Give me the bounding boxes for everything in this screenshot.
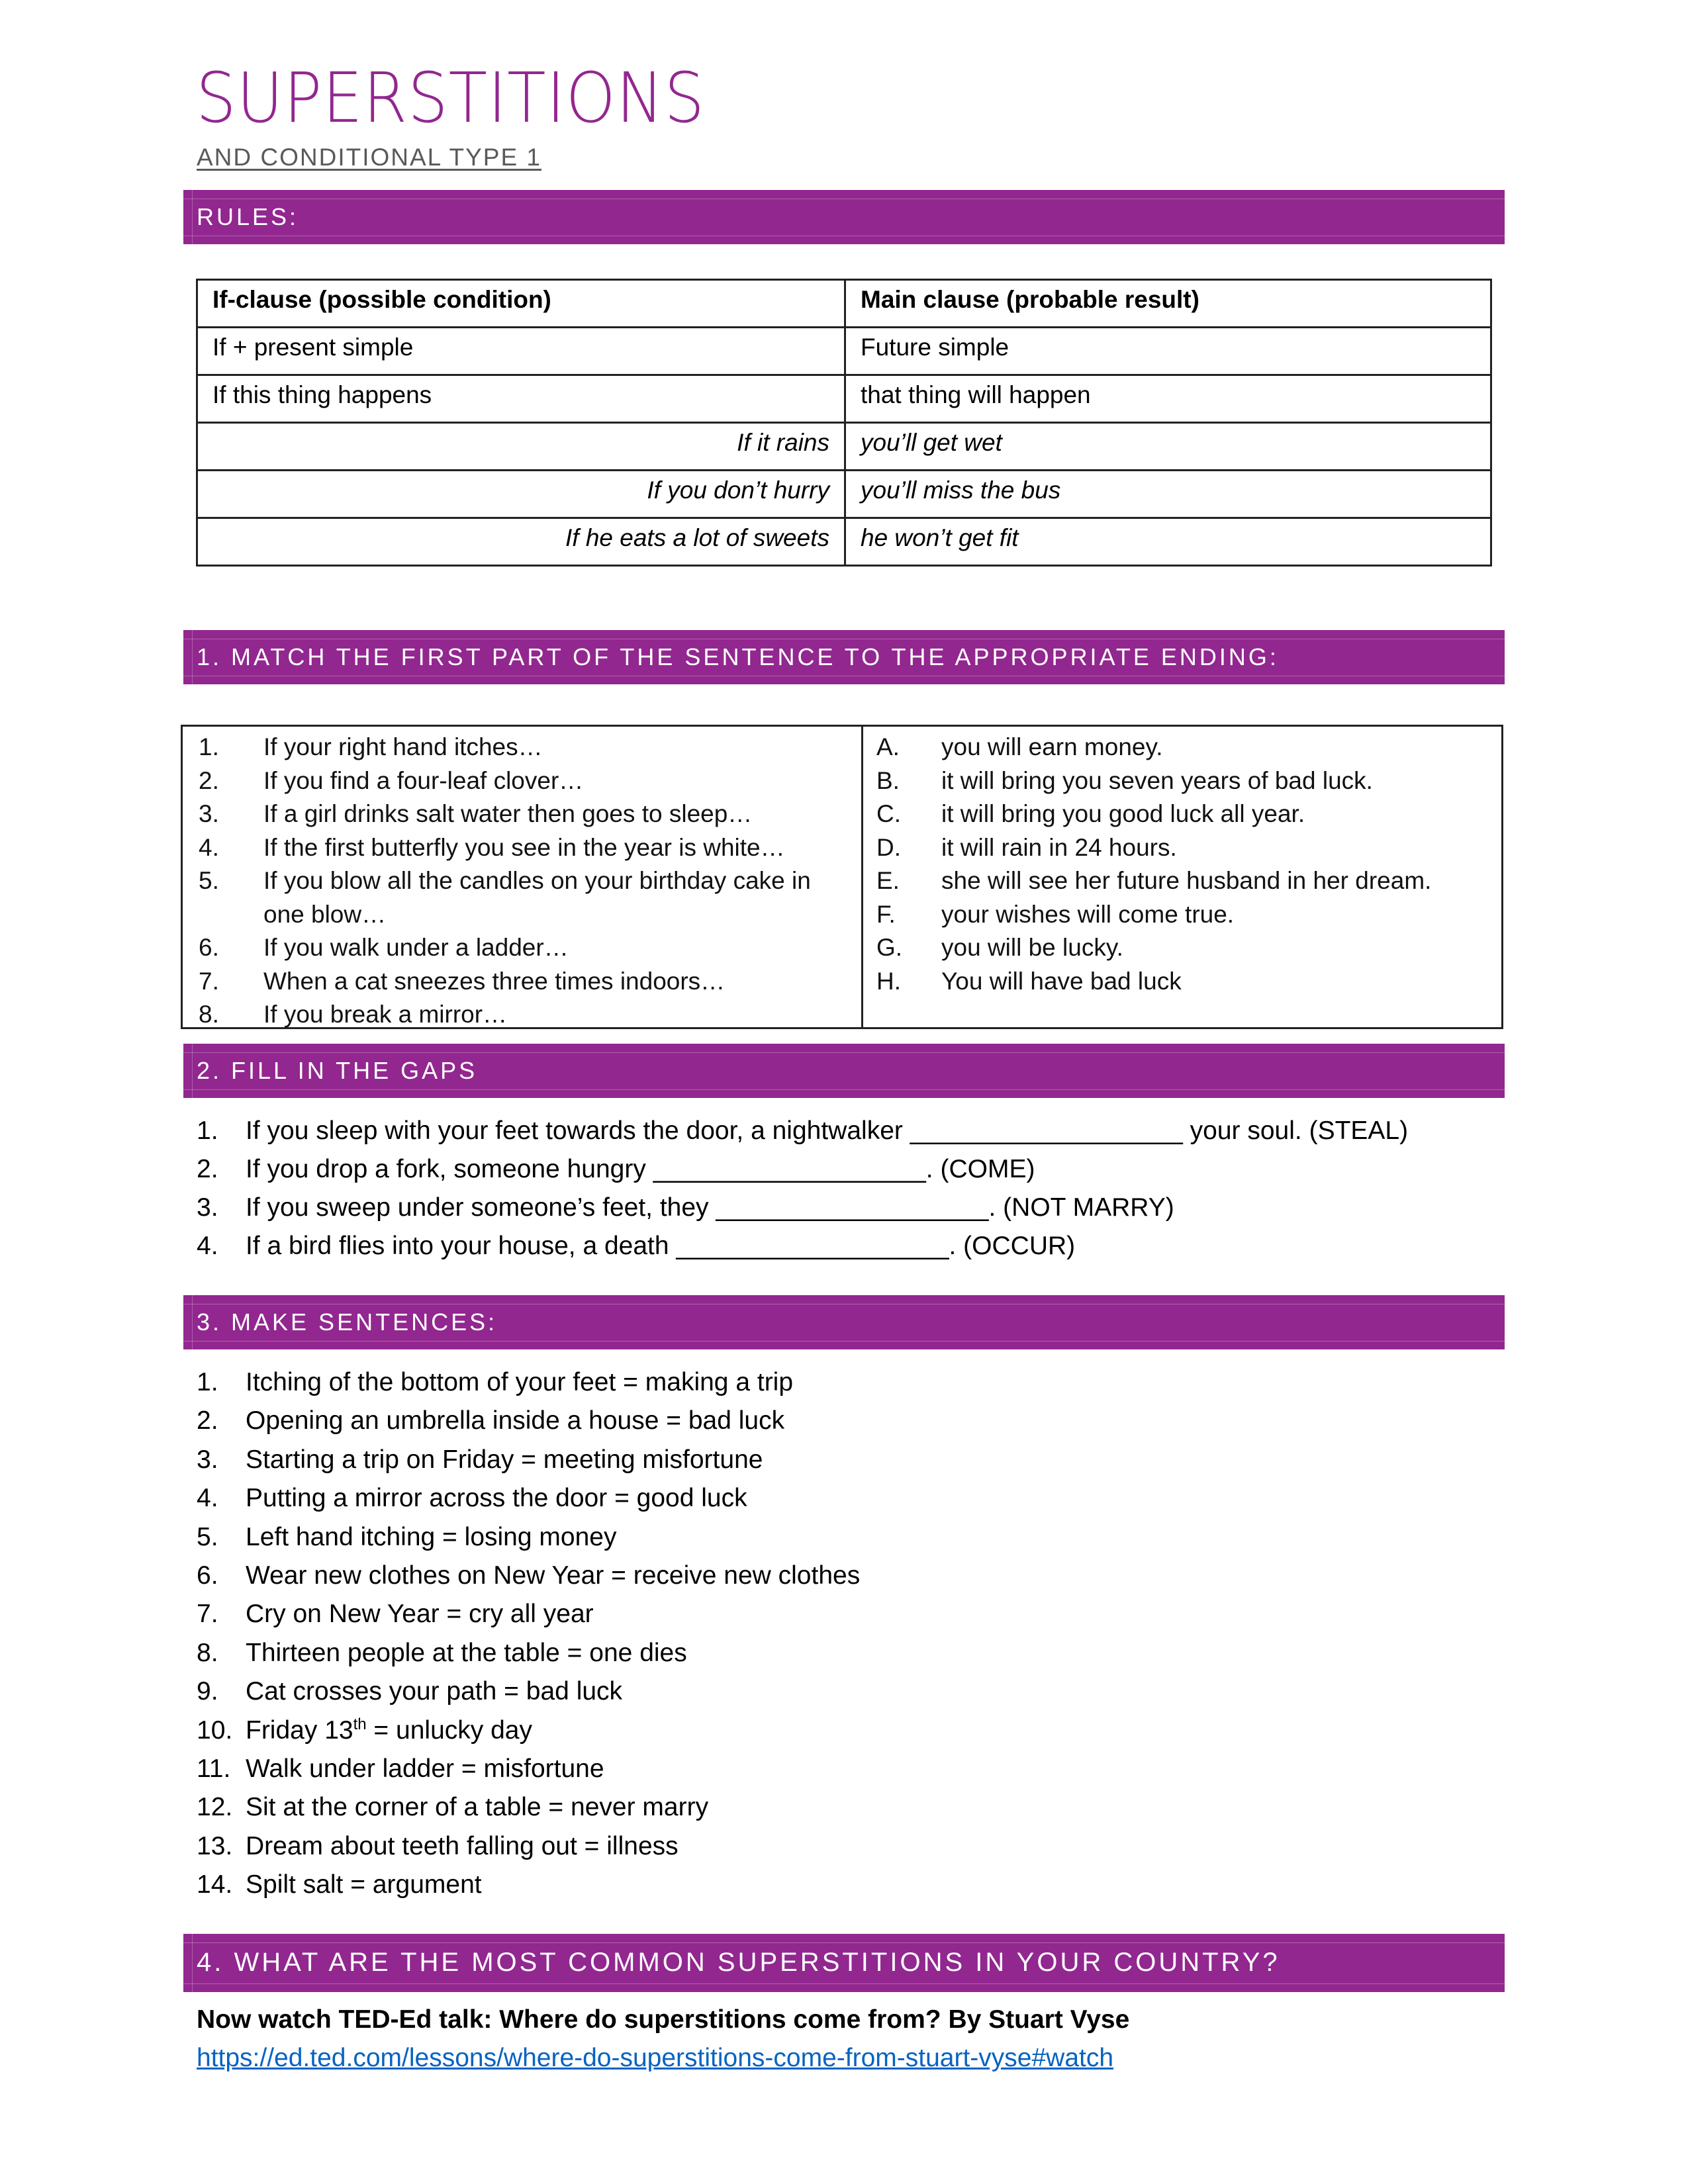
make-sentences-list (197, 1363, 860, 1905)
list-item (197, 1150, 1408, 1189)
item-text: Left hand itching = losing money (246, 1522, 617, 1551)
item-text: Dream about teeth falling out = illness (246, 1831, 679, 1860)
item-number: 2. (197, 1155, 218, 1183)
item-text: it will rain in 24 hours. (941, 833, 1177, 861)
if-cell: If you don’t hurry (197, 471, 845, 518)
sentence-endings-list (876, 731, 1492, 998)
list-item (197, 1672, 860, 1711)
rules-table (196, 279, 1492, 567)
table-row (197, 518, 1491, 566)
main-cell: he won’t get fit (845, 518, 1491, 566)
table-row (197, 471, 1491, 518)
item-text: Walk under ladder = misfortune (246, 1754, 604, 1784)
list-item (197, 1827, 860, 1866)
list-item (197, 1788, 860, 1827)
item-letter: E. (876, 867, 900, 894)
list-item (199, 831, 854, 865)
list-item (199, 931, 854, 965)
page-subtitle: AND CONDITIONAL TYPE 1 (197, 144, 541, 171)
item-number: 4. (197, 1232, 218, 1260)
list-item (876, 731, 1492, 764)
list-item (876, 764, 1492, 798)
list-item (197, 1634, 860, 1672)
blank-field[interactable]: ___________________ (676, 1232, 949, 1260)
item-number: 1. (197, 1368, 218, 1396)
section-header-discussion (183, 1934, 1505, 1992)
list-item (199, 764, 854, 798)
sentence-start: If you sleep with your feet towards the door, a nightwalker (246, 1116, 910, 1145)
sentence-end: . (COME) (925, 1155, 1035, 1183)
item-number: 3. (197, 1193, 218, 1222)
item-number: 3. (197, 1445, 218, 1474)
main-cell: you’ll get wet (845, 423, 1491, 471)
item-text: If you walk under a ladder… (263, 934, 569, 961)
section-heading: 1. MATCH THE FIRST PART OF THE SENTENCE TO THE APPROPRIATE ENDING: (197, 643, 1279, 670)
item-number: 6. (197, 1561, 218, 1590)
column-header-if-clause: If-clause (possible condition) (197, 280, 845, 328)
if-cell: If he eats a lot of sweets (197, 518, 845, 566)
item-letter: G. (876, 934, 903, 961)
item-number: 2. (197, 1406, 218, 1435)
main-cell: you’ll miss the bus (845, 471, 1491, 518)
ted-talk-link[interactable]: https://ed.ted.com/lessons/where-do-superstitions-come-from-stuart-vyse#watch (197, 2044, 1114, 2072)
item-letter: F. (876, 900, 896, 928)
item-letter: H. (876, 967, 901, 995)
item-number: 7. (199, 967, 219, 995)
item-text: If your right hand itches… (263, 733, 543, 760)
item-text: When a cat sneezes three times indoors… (263, 967, 726, 995)
item-number: 7. (197, 1600, 218, 1629)
item-text: you will earn money. (941, 733, 1163, 760)
sentence-start: If you sweep under someone’s feet, they (246, 1193, 716, 1222)
page-title: SUPERSTITIONS (196, 58, 706, 138)
list-item (197, 1711, 860, 1750)
list-item (876, 898, 1492, 932)
item-number: 5. (197, 1522, 218, 1551)
section-heading: 3. MAKE SENTENCES: (197, 1308, 498, 1336)
item-number: 12. (197, 1793, 233, 1822)
item-letter: C. (876, 800, 901, 827)
item-text: Sit at the corner of a table = never marry (246, 1793, 709, 1822)
section-heading: 2. FILL IN THE GAPS (197, 1057, 478, 1084)
section-heading: 4. WHAT ARE THE MOST COMMON SUPERSTITIONS IN YOUR COUNTRY? (197, 1948, 1280, 1977)
list-item (876, 831, 1492, 865)
list-item (876, 864, 1492, 898)
list-item (876, 965, 1492, 999)
sentence-end: . (NOT MARRY) (988, 1193, 1174, 1222)
item-text: Cat crosses your path = bad luck (246, 1677, 623, 1706)
list-item (197, 1518, 860, 1557)
sentence-end: your soul. (STEAL) (1182, 1116, 1409, 1145)
item-text: If you blow all the candles on your birthday cake in one blow… (263, 867, 811, 928)
table-row (197, 375, 1491, 423)
blank-field[interactable]: ___________________ (653, 1155, 926, 1183)
list-item (199, 731, 854, 764)
item-text: it will bring you good luck all year. (941, 800, 1305, 827)
list-item (876, 797, 1492, 831)
item-text: Wear new clothes on New Year = receive new clothes (246, 1561, 861, 1590)
list-item (197, 1441, 860, 1479)
item-text: Opening an umbrella inside a house = bad luck (246, 1406, 785, 1435)
item-text: Putting a mirror across the door = good luck (246, 1484, 747, 1513)
list-item (197, 1189, 1408, 1227)
table-header-row (197, 280, 1491, 328)
if-cell: If this thing happens (197, 375, 845, 423)
item-number: 14. (197, 1870, 233, 1899)
match-table (181, 725, 1503, 1029)
item-number: 6. (199, 934, 219, 961)
item-text: Friday 13 (246, 1715, 353, 1745)
list-item (197, 1557, 860, 1595)
list-item (197, 1227, 1408, 1265)
column-divider (861, 727, 863, 1027)
item-text: she will see her future husband in her dream. (941, 867, 1432, 894)
item-text: Spilt salt = argument (246, 1870, 482, 1899)
sentence-beginnings-list (199, 731, 854, 1032)
item-number: 9. (197, 1677, 218, 1706)
blank-field[interactable]: ___________________ (910, 1116, 1183, 1145)
item-number: 11. (197, 1754, 231, 1784)
list-item (197, 1363, 860, 1402)
item-letter: A. (876, 733, 900, 760)
item-text-end: = unlucky day (366, 1715, 532, 1745)
list-item (199, 965, 854, 999)
item-number: 2. (199, 766, 219, 794)
sentence-start: If a bird flies into your house, a death (246, 1232, 677, 1260)
item-text: If you find a four-leaf clover… (263, 766, 584, 794)
item-number: 8. (197, 1638, 218, 1667)
section-heading: RULES: (197, 203, 299, 230)
list-item (199, 864, 854, 931)
if-cell: If it rains (197, 423, 845, 471)
ordinal-suffix: th (353, 1715, 367, 1733)
list-item (197, 1595, 860, 1633)
section-header-rules (183, 190, 1505, 244)
item-text: If you break a mirror… (263, 1001, 508, 1028)
item-number: 4. (199, 833, 219, 861)
table-row (197, 328, 1491, 375)
item-number: 1. (199, 733, 219, 760)
section-header-sentences (183, 1295, 1505, 1349)
column-header-main-clause: Main clause (probable result) (845, 280, 1491, 328)
blank-field[interactable]: ___________________ (716, 1193, 989, 1222)
main-cell: that thing will happen (845, 375, 1491, 423)
item-letter: B. (876, 766, 900, 794)
item-letter: D. (876, 833, 901, 861)
section-header-gaps (183, 1044, 1505, 1098)
list-item (197, 1402, 860, 1440)
item-number: 1. (197, 1116, 218, 1145)
list-item (199, 797, 854, 831)
fill-gaps-list (197, 1112, 1408, 1265)
item-text: Starting a trip on Friday = meeting misfortune (246, 1445, 763, 1474)
item-number: 8. (199, 1001, 219, 1028)
item-text: You will have bad luck (941, 967, 1182, 995)
sentence-start: If you drop a fork, someone hungry (246, 1155, 653, 1183)
if-cell: If + present simple (197, 328, 845, 375)
item-text: If a girl drinks salt water then goes to sleep… (263, 800, 753, 827)
list-item (197, 1112, 1408, 1150)
item-number: 10. (197, 1715, 233, 1745)
list-item (199, 998, 854, 1032)
item-number: 4. (197, 1484, 218, 1513)
item-text: Thirteen people at the table = one dies (246, 1638, 687, 1667)
item-text: you will be lucky. (941, 934, 1123, 961)
item-text: If the first butterfly you see in the year is white… (263, 833, 785, 861)
item-text: your wishes will come true. (941, 900, 1235, 928)
list-item (197, 1866, 860, 1904)
item-number: 5. (199, 867, 219, 894)
ted-talk-prompt: Now watch TED-Ed talk: Where do superstitions come from? By Stuart Vyse (197, 2005, 1130, 2034)
table-row (197, 423, 1491, 471)
list-item (197, 1479, 860, 1518)
item-text: Itching of the bottom of your feet = making a trip (246, 1368, 794, 1396)
main-cell: Future simple (845, 328, 1491, 375)
section-header-match (183, 630, 1505, 684)
list-item (197, 1750, 860, 1788)
item-text: it will bring you seven years of bad luck. (941, 766, 1373, 794)
item-text: Cry on New Year = cry all year (246, 1600, 594, 1629)
list-item (876, 931, 1492, 965)
item-number: 3. (199, 800, 219, 827)
sentence-end: . (OCCUR) (949, 1232, 1076, 1260)
item-number: 13. (197, 1831, 233, 1860)
